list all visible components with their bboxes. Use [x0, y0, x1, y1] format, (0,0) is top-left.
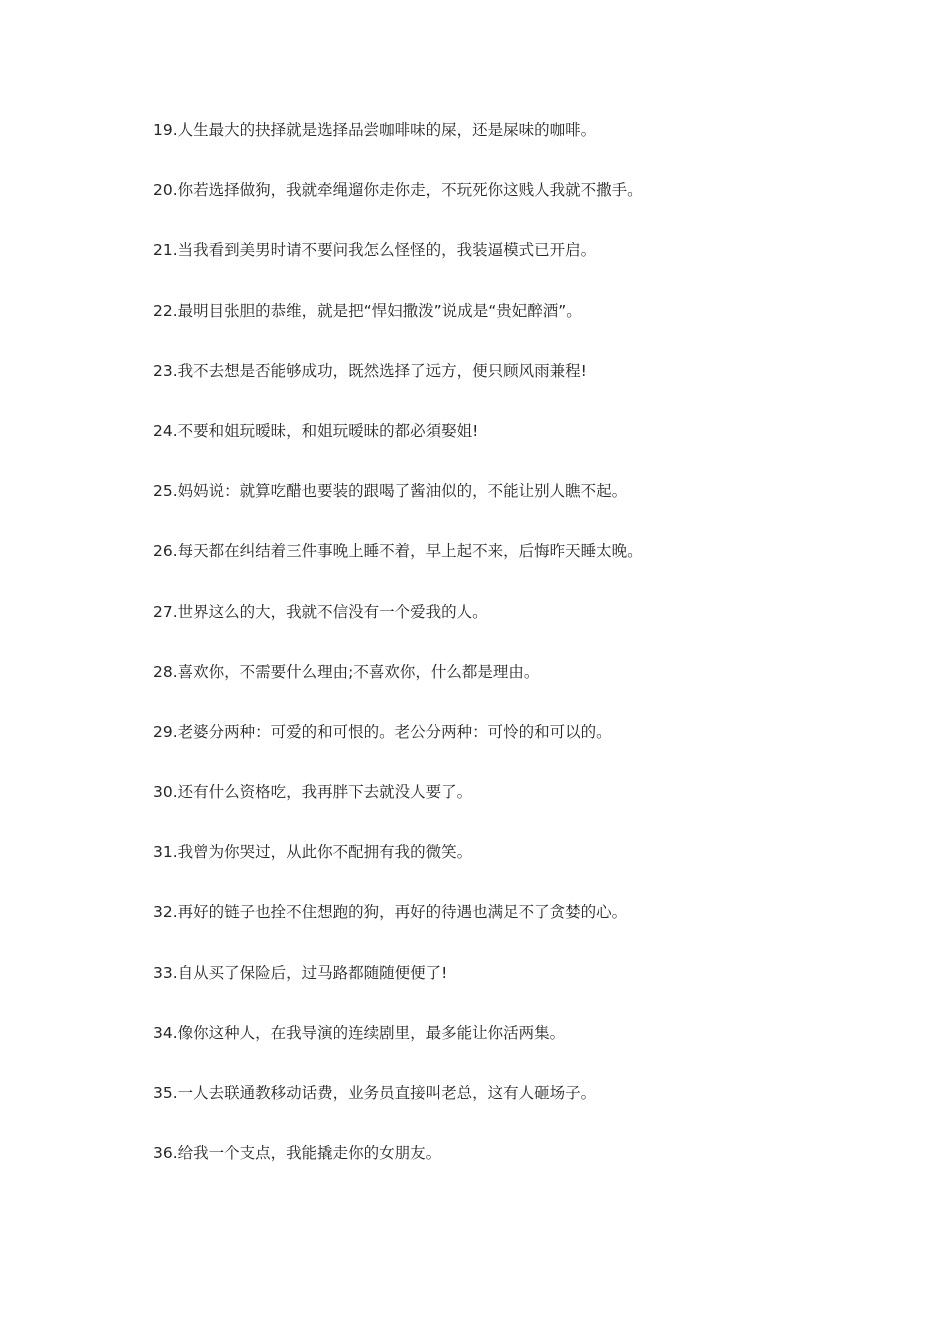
list-item: 31.我曾为你哭过，从此你不配拥有我的微笑。 — [153, 843, 473, 862]
list-item: 24.不要和姐玩暧昧，和姐玩暧昧的都必須娶姐! — [153, 421, 479, 440]
list-item: 32.再好的链子也拴不住想跑的狗，再好的待遇也满足不了贪婪的心。 — [153, 903, 628, 922]
list-item: 22.最明目张胆的恭维，就是把“悍妇撒泼”说成是“贵妃醉酒”。 — [153, 301, 582, 320]
list-item: 34.像你这种人，在我导演的连续剧里，最多能让你活两集。 — [153, 1023, 566, 1042]
list-item: 33.自从买了保险后，过马路都随随便便了! — [153, 963, 448, 982]
list-item: 21.当我看到美男时请不要问我怎么怪怪的，我装逼模式已开启。 — [153, 241, 597, 260]
list-item: 35.一人去联通教移动话费，业务员直接叫老总，这有人砸场子。 — [153, 1084, 597, 1102]
list-item: 19.人生最大的抉择就是选择品尝咖啡味的屎，还是屎味的咖啡。 — [153, 121, 597, 139]
list-item: 23.我不去想是否能够成功，既然选择了远方，便只顾风雨兼程! — [153, 361, 587, 380]
list-item: 30.还有什么资格吃，我再胖下去就没人要了。 — [153, 783, 473, 802]
quote-list — [153, 116, 853, 1199]
list-item: 26.每天都在纠结着三件事晚上睡不着，早上起不来，后悔昨天睡太晚。 — [153, 542, 643, 561]
list-item: 28.喜欢你，不需要什么理由;不喜欢你，什么都是理由。 — [153, 662, 540, 681]
list-item: 29.老婆分两种：可爱的和可恨的。老公分两种：可怜的和可以的。 — [153, 722, 612, 741]
list-item: 25.妈妈说：就算吃醋也要装的跟喝了酱油似的，不能让别人瞧不起。 — [153, 482, 628, 501]
list-item: 27.世界这么的大，我就不信没有一个爱我的人。 — [153, 602, 488, 621]
list-item: 20.你若选择做狗，我就牵绳遛你走你走，不玩死你这贱人我就不撒手。 — [153, 181, 643, 200]
list-item: 36.给我一个支点，我能撬走你的女朋友。 — [153, 1144, 442, 1163]
